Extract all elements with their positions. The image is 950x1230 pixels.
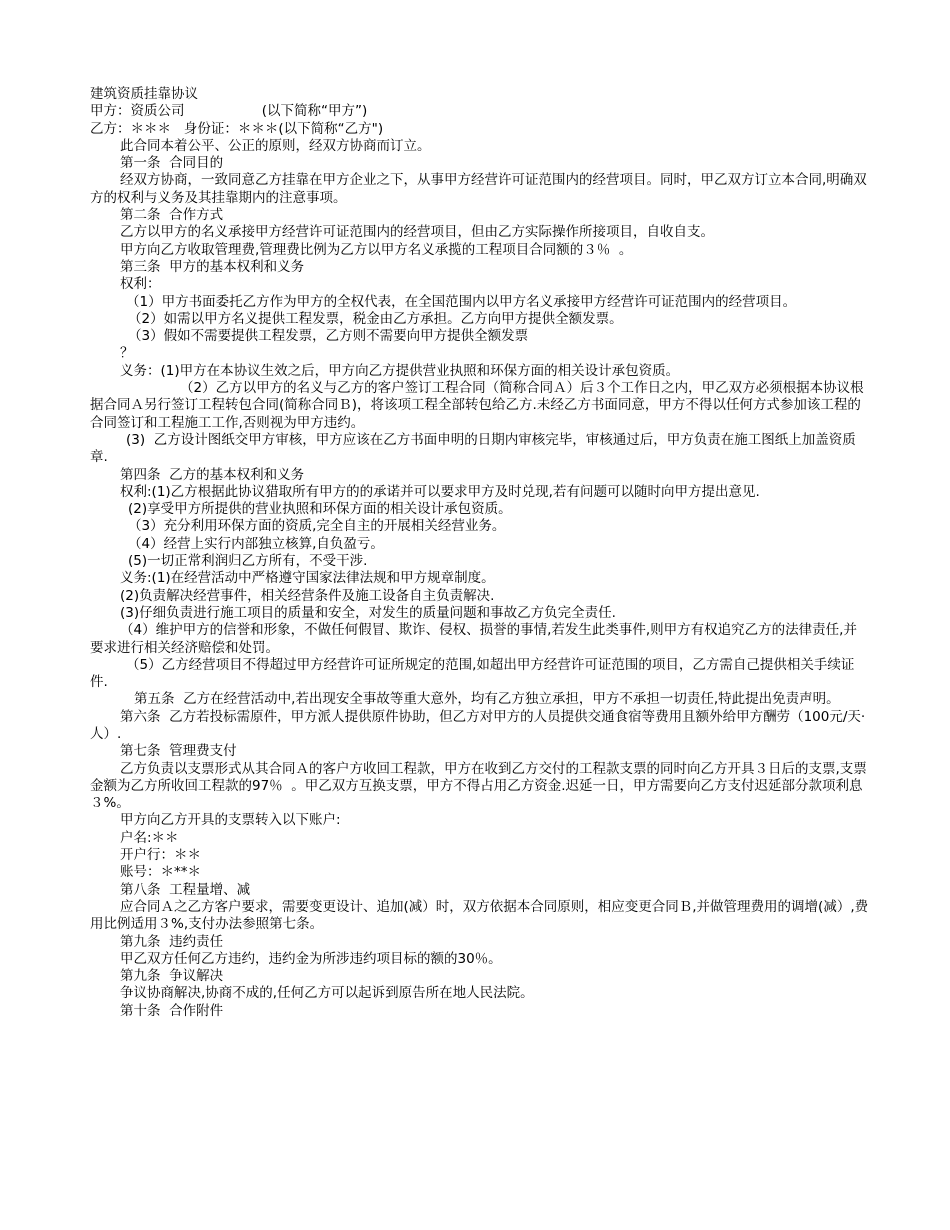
article-3-heading: 第三条 甲方的基本权利和义务 [120, 258, 305, 275]
article-4-duty-item: 义务:(1)在经营活动中严格遵守国家法律法规和甲方规章制度。 [120, 570, 495, 587]
article-3-duty-item: 义务：(1)甲方在本协议生效之后，甲方向乙方提供营业执照和环保方面的相关设计承包资质。 [120, 362, 680, 379]
article-2-paragraph: 甲方向乙方收取管理费,管理费比例为乙方以甲方名义承揽的工程项目合同额的３％ 。 [120, 241, 633, 258]
rights-label: 权利： [120, 276, 161, 293]
article-4-heading: 第四条 乙方的基本权利和义务 [120, 466, 305, 483]
article-1-heading: 第一条 合同目的 [120, 155, 224, 172]
article-8-heading: 第八条 工程量增、减 [120, 881, 251, 898]
article-2-paragraph: 乙方以甲方的名义承接甲方经营许可证范围内的经营项目，但由乙方实际操作所接项目，自收自支。 [120, 224, 714, 241]
article-7-heading: 第七条 管理费支付 [120, 743, 237, 760]
article-9-body: 甲乙双方任何乙方违约，违约金为所涉违约项目标的额的30％。 [120, 950, 502, 967]
article-4-duty-item: （5）乙方经营项目不得超过甲方经营许可证所规定的范围,如超出甲方经营许可证范围的项目，乙方需自己提供相关手续证件. [90, 656, 855, 691]
account-number: 账号：＊**＊ [120, 864, 201, 881]
article-3-right-item: （2）如需以甲方名义提供工程发票，税金由乙方承担。乙方向甲方提供全额发票。 [128, 310, 623, 327]
document-title: 建筑资质挂靠协议 [90, 86, 198, 102]
party-a-line: 甲方：资质公司 (以下简称“甲方”) [90, 103, 368, 120]
article-3-right-item: （3）假如不需要提供工程发票，乙方则不需要向甲方提供全额发票 [128, 328, 529, 345]
article-4-right-item: （4）经营上实行内部独立核算,自负盈亏。 [128, 535, 384, 552]
article-10-heading: 第十条 合作附件 [120, 1002, 224, 1019]
article-4-duty-item: （4）维护甲方的信誉和形象，不做任何假冒、欺诈、侵权、损誉的事情,若发生此类事件,则甲方有权追究乙方的法律责任,并要求进行相关经济赔偿和处罚。 [90, 622, 857, 656]
article-6: 第六条 乙方若投标需原件，甲方派人提供原件协助，但乙方对甲方的人员提供交通食宿等费用且额外给甲方酬劳（100元/天·人）. [90, 708, 866, 742]
article-2-heading: 第二条 合作方式 [120, 207, 224, 224]
article-4-duty-item: (3)仔细负责进行施工项目的质量和安全，对发生的质量问题和事故乙方负完全责任. [120, 604, 616, 621]
article-9b-body: 争议协商解决,协商不成的,任何乙方可以起诉到原告所在地人民法院。 [120, 985, 534, 1002]
article-1-body: 经双方协商，一致同意乙方挂靠在甲方企业之下，从事甲方经营许可证范围内的经营项目。同时，甲乙双方订立本合同,明确双方的权利与义务及其挂靠期内的注意事项。 [90, 172, 867, 206]
article-4-right-item: 权利:(1)乙方根据此协议猎取所有甲方的的承诺并可以要求甲方及时兑现,若有问题可以随时向甲方提出意见. [120, 483, 760, 500]
article-8-body: 应合同Ａ之乙方客户要求，需要变更设计、追加(减）时，双方依据本合同原则，相应变更合同Ｂ,并做管理费用的调增(减）,费用比例适用３%,支付办法参照第七条。 [90, 898, 869, 933]
party-b-line: 乙方：＊＊＊ 身份证：＊＊＊(以下简称“乙方") [90, 120, 384, 137]
article-4-right-item: (2)享受甲方所提供的营业执照和环保方面的相关设计承包资质。 [128, 501, 512, 518]
account-name: 户名:＊＊ [120, 829, 179, 846]
account-bank: 开户行：＊＊ [120, 847, 201, 864]
article-3-right-item: （1）甲方书面委托乙方作为甲方的全权代表，在全国范围内以甲方名义承接甲方经营许可证范围内的经营项目。 [126, 293, 797, 310]
article-9b-heading: 第九条 争议解决 [120, 968, 224, 985]
article-3-duty-item: （2）乙方以甲方的名义与乙方的客户签订工程合同（简称合同Ａ）后３个工作日之内，甲乙双方必须根据本协议根据合同Ａ另行签订工程转包合同(简称合同Ｂ)，将该项工程全部转包给乙方.未经乙方书面同意，甲方不得以任何方式参加该工程的合同签订和工程施工工作,否则视为甲方违约。 [90, 380, 864, 431]
stray-question-mark: ？ [120, 345, 134, 362]
article-7-transfer-line: 甲方向乙方开具的支票转入以下账户: [120, 812, 341, 829]
article-4-duty-item: (2)负责解决经营事件，相关经营条件及施工设备自主负责解决. [120, 587, 495, 604]
article-7-body: 乙方负责以支票形式从其合同Ａ的客户方收回工程款，甲方在收到乙方交付的工程款支票的同时向乙方开具３日后的支票,支票金额为乙方所收回工程款的97％ 。甲乙双方互换支票，甲方不得占用乙方资金.迟延一日，甲方需要向乙方支付迟延部分款项利息３%。 [90, 760, 867, 812]
article-3-duty-item: (3) 乙方设计图纸交甲方审核，甲方应该在乙方书面申明的日期内审核完毕，审核通过后，甲方负责在施工图纸上加盖资质章. [90, 431, 856, 466]
document-body [90, 86, 870, 1020]
article-4-right-item: （3）充分利用环保方面的资质,完全自主的开展相关经营业务。 [128, 518, 506, 535]
article-9-heading: 第九条 违约责任 [120, 933, 224, 950]
intro-paragraph: 此合同本着公平、公正的原则，经双方协商而订立。 [120, 137, 431, 154]
article-4-right-item: (5)一切正常利润归乙方所有，不受干涉. [128, 553, 368, 570]
article-5: 第五条 乙方在经营活动中,若出现安全事故等重大意外，均有乙方独立承担，甲方不承担一切责任,特此提出免责声明。 [134, 691, 840, 708]
